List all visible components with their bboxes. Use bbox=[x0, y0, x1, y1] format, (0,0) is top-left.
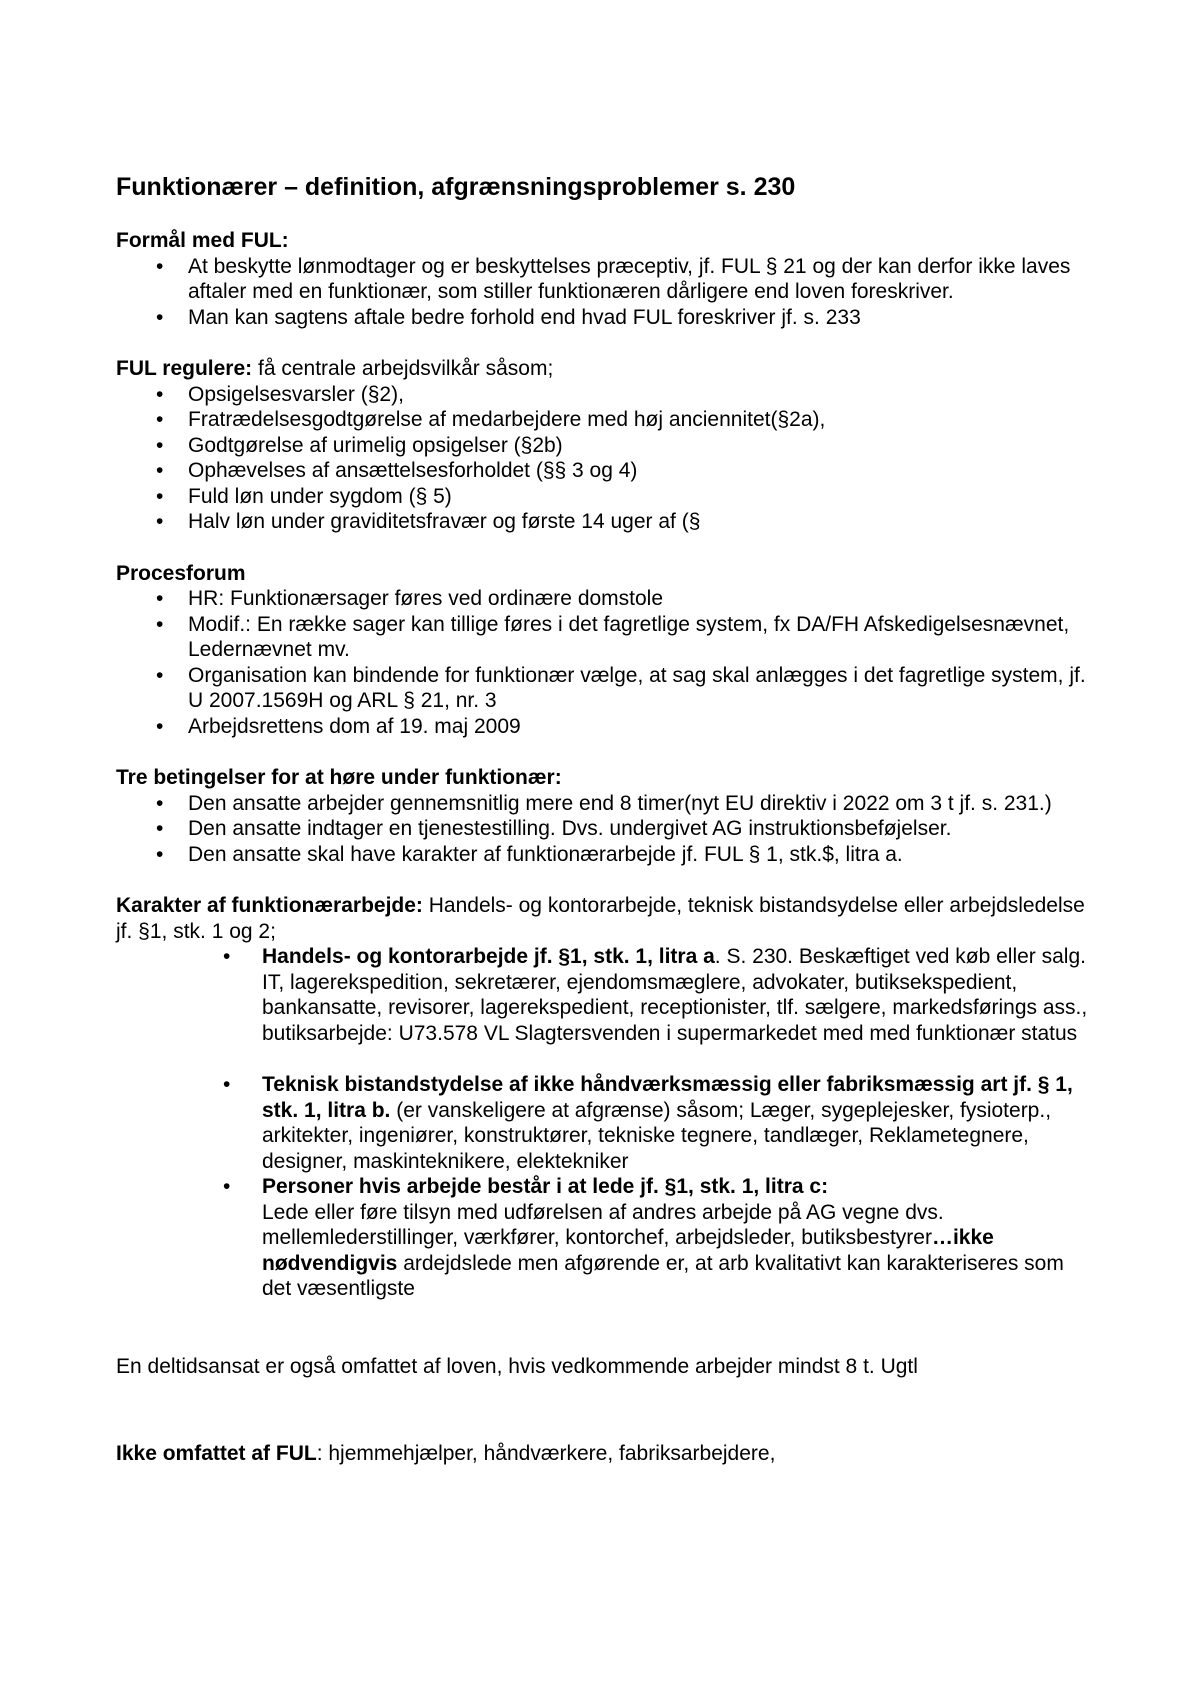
list-item: • Ophævelses af ansættelsesforholdet (§§ 3 og 4) bbox=[116, 458, 1096, 484]
list-item bbox=[116, 1174, 1096, 1302]
section-heading: Formål med FUL: bbox=[116, 229, 289, 252]
list-item bbox=[116, 944, 1096, 1046]
item-bold-inline: …ikke nødvendigvis bbox=[262, 1226, 994, 1275]
item-bold: Teknisk bistandstydelse af ikke håndværksmæssig eller fabriksmæssig art jf. § 1, stk. 1, litra b. bbox=[262, 1073, 1073, 1122]
bullet-list bbox=[116, 254, 1096, 331]
bullet-list bbox=[116, 586, 1096, 739]
section-intro: få centrale arbejdsvilkår såsom; bbox=[252, 357, 554, 380]
list-item: • HR: Funktionærsager føres ved ordinære domstole bbox=[116, 586, 1096, 612]
list-item: • Fuld løn under sygdom (§ 5) bbox=[116, 484, 1096, 510]
list-item: • Organisation kan bindende for funktionær vælge, at sag skal anlægges i det fagretlige system, jf. U 2007.1569H og ARL § 21, nr. 3 bbox=[116, 663, 1096, 714]
section-heading: Karakter af funktionærarbejde: bbox=[116, 894, 423, 917]
list-item: • Modif.: En række sager kan tillige føres i det fagretlige system, fx DA/FH Afskedigelsesnævnet, Ledernævnet mv. bbox=[116, 612, 1096, 663]
list-item: • Arbejdsrettens dom af 19. maj 2009 bbox=[116, 714, 1096, 740]
list-item bbox=[116, 1072, 1096, 1174]
item-text: . S. 230. Beskæftiget ved køb eller salg. IT, lagerekspedition, sekretærer, ejendomsmæglere, advokater, butiksekspedient, bankansatte, revisorer, lagerekspedient, receptionister, tlf. sælgere, markedsførings ass., butiksarbejde: U73.578 VL Slagtersvenden i supermarkedet med med funktionær status bbox=[262, 945, 1088, 1045]
list-item: • Fratrædelsesgodtgørelse af medarbejdere med høj anciennitet(§2a), bbox=[116, 407, 1096, 433]
item-bold: Handels- og kontorarbejde jf. §1, stk. 1, litra a bbox=[262, 945, 715, 968]
section-heading: Tre betingelser for at høre under funktionær: bbox=[116, 766, 562, 789]
list-item: • Godtgørelse af urimelig opsigelser (§2b) bbox=[116, 433, 1096, 459]
document-page bbox=[116, 170, 1096, 1467]
section-heading: FUL regulere: bbox=[116, 357, 253, 380]
deltid-paragraph: En deltidsansat er også omfattet af loven, hvis vedkommende arbejder mindst 8 t. Ugtl bbox=[116, 1354, 918, 1378]
list-item: • At beskytte lønmodtager og er beskyttelses præceptiv, jf. FUL § 21 og der kan derfor ikke laves aftaler med en funktionær, som stiller funktionæren dårligere end loven foreskriver. bbox=[116, 254, 1096, 305]
section-karakter bbox=[116, 893, 1096, 1302]
list-item: • Den ansatte arbejder gennemsnitlig mere end 8 timer(nyt EU direktiv i 2022 om 3 t jf. s. 231.) bbox=[116, 791, 1096, 817]
section-heading-line bbox=[116, 356, 1096, 382]
list-item: • Halv løn under graviditetsfravær og første 14 uger af (§ bbox=[116, 509, 1096, 535]
list-item: • Opsigelsesvarsler (§2), bbox=[116, 382, 1096, 408]
page-title: Funktionærer – definition, afgrænsningsproblemer s. 230 bbox=[116, 173, 796, 201]
section-procesforum bbox=[116, 561, 1096, 740]
bullet-list bbox=[116, 944, 1096, 1302]
section-heading-line bbox=[116, 893, 1096, 944]
section-regulere bbox=[116, 356, 1096, 535]
section-betingelser bbox=[116, 765, 1096, 867]
ikke-omfattet-paragraph bbox=[116, 1441, 1096, 1467]
section-formaal bbox=[116, 228, 1096, 330]
bullet-list bbox=[116, 382, 1096, 535]
item-text: (er vanskeligere at afgrænse) såsom; Læger, sygeplejesker, fysioterp., arkitekter, ingeniører, konstruktører, tekniske tegnere, tandlæger, Reklametegnere, designer, maskinteknikere, elektekniker bbox=[262, 1098, 1052, 1173]
paragraph-text: : hjemmehjælper, håndværkere, fabriksarbejdere, bbox=[316, 1442, 776, 1465]
list-item: • Man kan sagtens aftale bedre forhold end hvad FUL foreskriver jf. s. 233 bbox=[116, 305, 1096, 331]
list-item: • Den ansatte skal have karakter af funktionærarbejde jf. FUL § 1, stk.$, litra a. bbox=[116, 842, 1096, 868]
item-text-tail: ardejdslede men afgørende er, at arb kvalitativt kan karakteriseres som det væsentligste bbox=[262, 1251, 1064, 1300]
list-item: • Den ansatte indtager en tjenestestilling. Dvs. undergivet AG instruktionsbeføjelser. bbox=[116, 816, 1096, 842]
item-text: Lede eller føre tilsyn med udførelsen af andres arbejde på AG vegne dvs. mellemlederstillinger, værkfører, kontorchef, arbejdsleder, butiksbestyrer bbox=[262, 1200, 944, 1249]
section-intro: Handels- og kontorarbejde, teknisk bistandsydelse eller arbejdsledelse jf. §1, stk. 1 og 2; bbox=[116, 894, 1085, 943]
section-heading: Procesforum bbox=[116, 561, 246, 585]
paragraph-heading: Ikke omfattet af FUL bbox=[116, 1442, 317, 1465]
item-bold: Personer hvis arbejde består i at lede jf. §1, stk. 1, litra c: bbox=[262, 1175, 829, 1198]
bullet-list bbox=[116, 791, 1096, 868]
